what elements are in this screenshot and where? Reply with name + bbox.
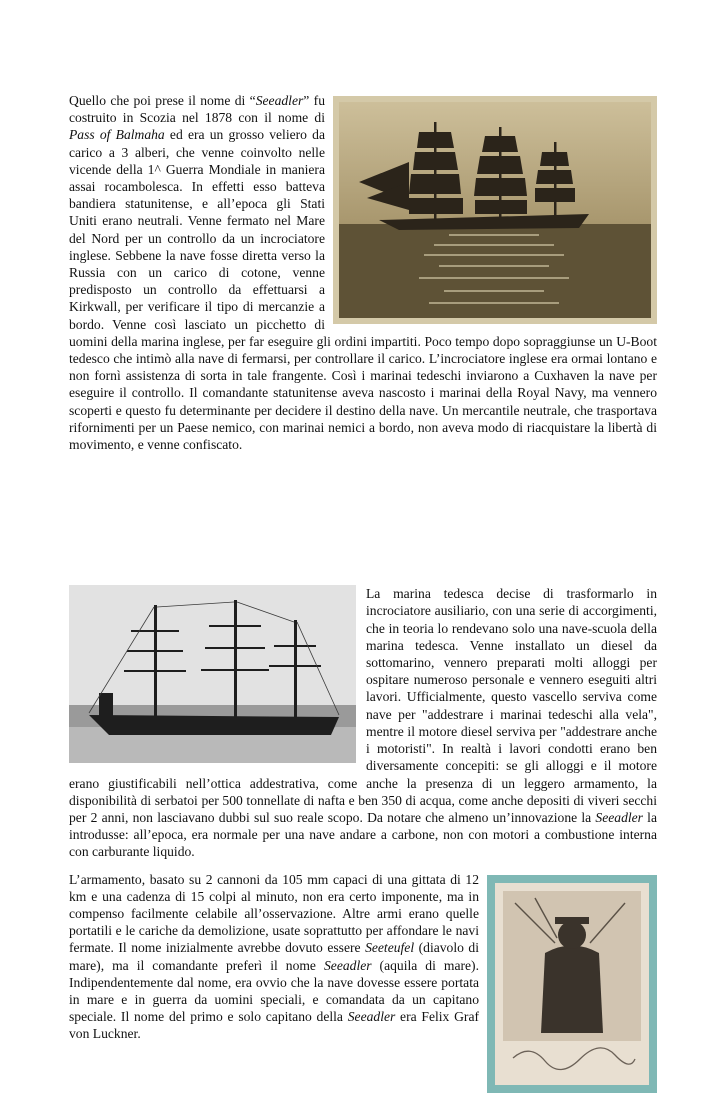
paragraph-3-run-4: (aquila di mare). Indipendentemente dal nome, era ovvio che la nave dovesse essere portata in mare e in guerra da uomini speciali, e comandata da un capitano speciale. Il nome del primo e solo capitano della [69, 957, 479, 1025]
paragraph-2-run-0: La marina tedesca decise di trasformarlo in incrociatore ausiliario, con una serie di accorgimenti, che in teoria lo rendevano solo una nave-scuola della marina tedesca. Venne installato un diesel da sottomarino, vennero preparati molti alloggi per ospitare numeroso personale e vennero eseguiti altri lavori. Ufficialmente, questo vascello serviva come nave per "addestrare i marinai tedeschi alla vela", mentre il motore diesel serviva per "addestrare anche i motoristi". In realtà i lavori condotti erano ben diversamente concepiti: se gli alloggi e il motore erano giustificabili nell’ottica addestrativa, come anche la presenza di un leggero armamento, la disponibilità di serbatoi per 500 tonnellate di nafta e ben 350 di acqua, come anche depositi di viveri secchi per 2 anni, non lasciavano dubbi sul suo reale scopo. Da notare che almeno un’innovazione la [69, 586, 657, 825]
paragraph-3-run-6: era Felix Graf von Luckner. [69, 1009, 480, 1042]
sailing-ship-photo [333, 96, 657, 324]
paragraph-2-run-1: Seeadler [595, 809, 643, 825]
paragraph-1-run-3: Pass of Balmaha [69, 127, 165, 143]
paragraph-3-run-5: Seeadler [347, 1009, 396, 1025]
sailing-ship-dock-photo [69, 585, 356, 763]
paragraph-1-run-2: ” fu costruito in Scozia nel 1878 con il nome di [69, 93, 325, 126]
captain-postcard-photo [487, 875, 657, 1093]
paragraph-1-run-4: ed era un grosso veliero da carico a 3 alberi, che venne coinvolto nelle vicende della 1^ Guerra Mondiale in maniera assai rocambolesca. In effetti esso batteva bandiera statunitense, e all’epoca gli Stati Uniti erano neutrali. Venne fermato nel Mare del Nord per un controllo da un incrociatore inglese. Sebbene la nave fosse diretta verso la Russia con un carico di cotone, venne predisposto un controllo da effettuarsi a Kirkwall, per verificare il tipo di mercanzie a bordo. Venne così lasciato un picchetto di uomini della marina inglese, per far eseguire gli ordini impartiti. Poco tempo dopo sopraggiunse un U-Boot tedesco che intimò alla nave di fermarsi, per controllare il carico. L’incrociatore inglese era ormai lontano e non fornì assistenza di sorta in tale frangente. Così i marinai tedeschi inviarono a Cuxhaven la nave per eseguire il controllo. Il comandante statunitense aveva nascosto i marinai della Royal Navy, ma vennero scoperti e questo fu determinante per decidere il destino della nave. Un mercantile neutrale, che trasportava rifornimenti per un Paese nemico, con marinai nemici a bordo, non aveva modo di riacquistare la libertà di movimento, e venne confiscato. [69, 127, 657, 453]
paragraph-1-run-0: Quello che poi prese il nome di “ [69, 93, 256, 108]
spacer [69, 463, 657, 585]
paragraph-1-run-1: Seeadler [255, 93, 304, 108]
paragraph-1 [69, 92, 657, 453]
paragraph-3-run-2: (diavolo di mare), ma il comandante preferì il nome [69, 940, 479, 973]
paragraph-2 [69, 463, 657, 860]
paragraph-3-run-0: L’armamento, basato su 2 cannoni da 105 mm capaci di una gittata di 12 km e una cadenza di 15 colpi al minuto, non era certo imponente, ma in compenso facilmente celabile all’osservazione. Altre armi erano quelle portatili e le cariche da demolizione, usate soprattutto per affondare le navi fermate. Il nome inizialmente avrebbe dovuto essere [69, 871, 479, 956]
article-body [69, 92, 657, 1097]
paragraph-3 [69, 871, 657, 1043]
paragraph-3-run-3: Seeadler [323, 957, 372, 973]
paragraph-3-run-1: Seeteufel [365, 940, 415, 956]
paragraph-2-run-2: la introdusse: all’epoca, era normale per una nave andare a carbone, non con motori a combustione interna con carburante liquido. [69, 809, 657, 860]
